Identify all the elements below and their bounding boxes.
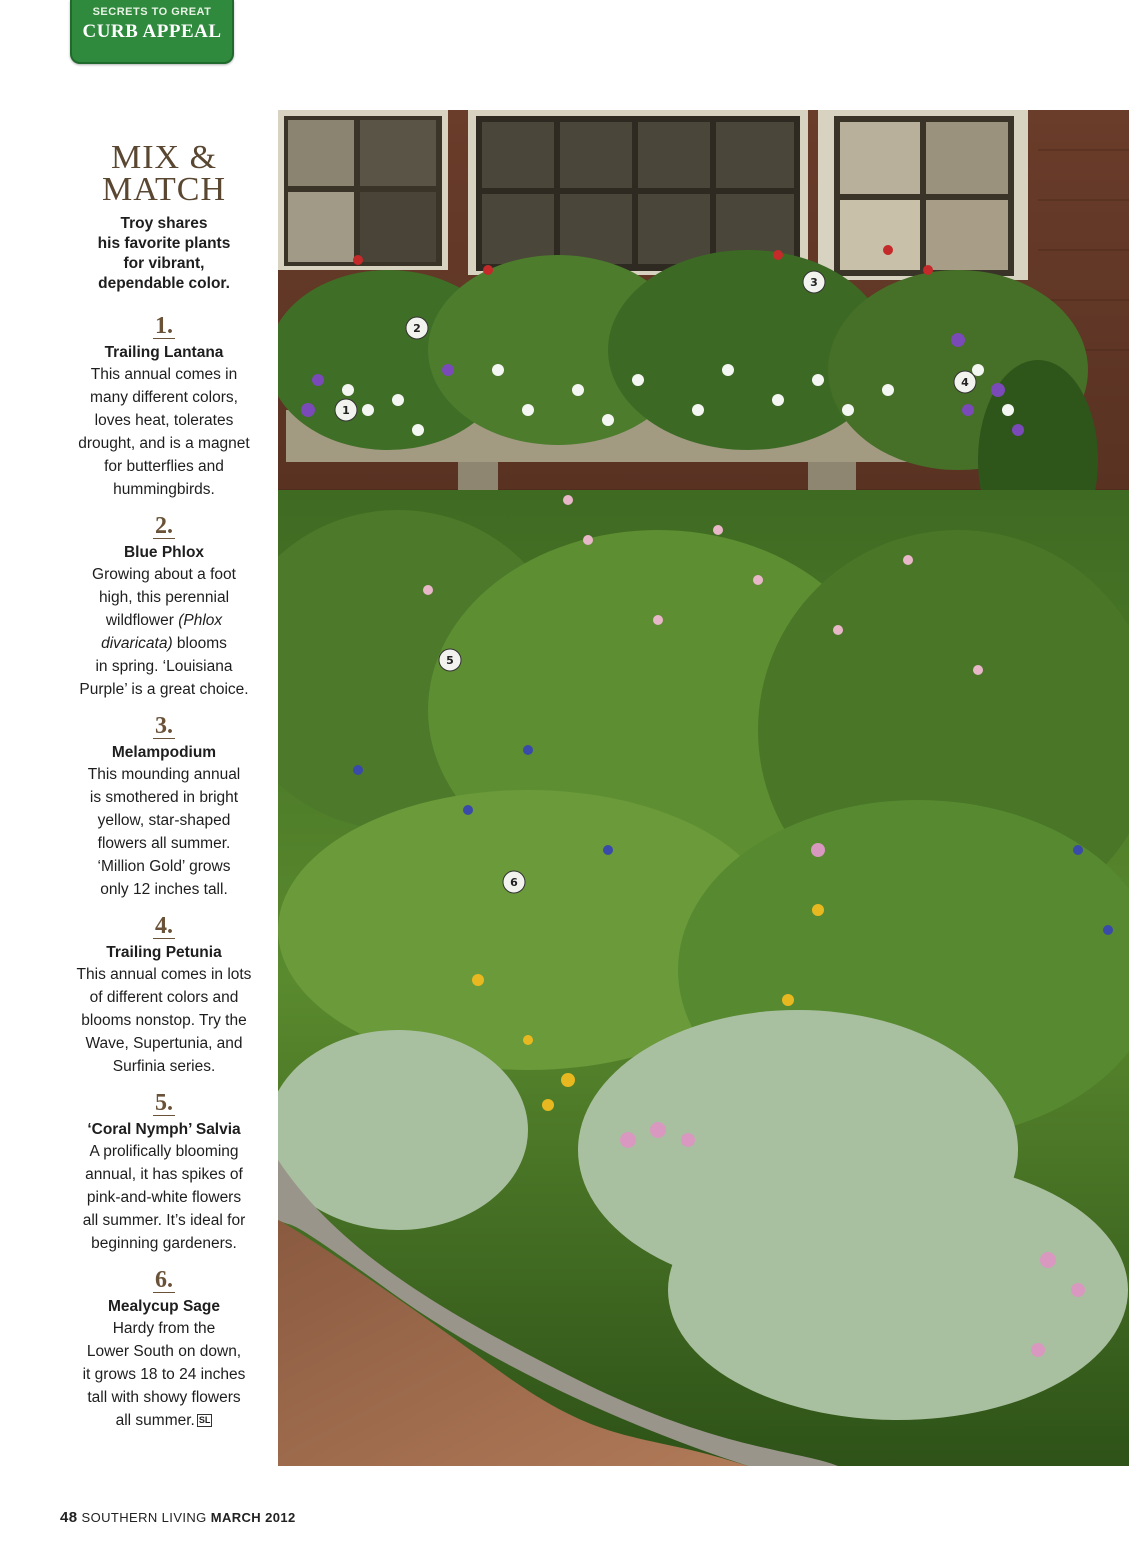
headline (62, 139, 266, 208)
magazine-name: SOUTHERN LIVING (81, 1510, 207, 1525)
intro-line: his favorite plants (97, 235, 231, 252)
banner-title: CURB APPEAL (82, 21, 222, 42)
botanical-name: (Phlox (178, 612, 223, 629)
desc-line: wildflower (Phlox (105, 612, 223, 629)
desc-line: of different colors and (89, 989, 239, 1006)
intro-text (62, 214, 266, 294)
plant-number: 1. (155, 313, 173, 339)
callout-5-marker (439, 649, 461, 671)
page-footer (60, 1509, 296, 1526)
plant-name: Trailing Petunia (106, 944, 222, 961)
botanical-name: divaricata) (101, 635, 173, 652)
desc-line: yellow, star-shaped (97, 812, 231, 829)
callout-6-label: 6 (510, 876, 518, 889)
plant-description (62, 563, 266, 701)
garden-photo (278, 110, 1129, 1466)
desc-line: Hardy from the (112, 1320, 216, 1337)
plant-number: 2. (155, 513, 173, 539)
window-right (818, 110, 1028, 280)
desc-line: beginning gardeners. (91, 1235, 237, 1252)
desc-line: Growing about a foot (92, 566, 236, 583)
desc-line: Surfinia series. (112, 1058, 216, 1075)
desc-line: This mounding annual (87, 766, 241, 783)
plant-entry-2 (62, 514, 266, 701)
callout-4-marker (954, 371, 976, 393)
desc-line: many different colors, (90, 389, 238, 406)
plant-entry-5 (62, 1091, 266, 1255)
plant-name: ‘Coral Nymph’ Salvia (87, 1121, 241, 1138)
desc-line: all summer. It’s ideal for (82, 1212, 246, 1229)
desc-line: only 12 inches tall. (100, 881, 228, 898)
desc-line: pink-and-white flowers (86, 1189, 242, 1206)
desc-line: ‘Million Gold’ grows (97, 858, 231, 875)
callout-1-label: 1 (342, 404, 350, 417)
desc-line: all summer. (115, 1412, 195, 1429)
desc-line: is smothered in bright (89, 789, 239, 806)
plant-number: 6. (155, 1267, 173, 1293)
callout-1-marker (335, 399, 357, 421)
desc-line: hummingbirds. (113, 481, 215, 498)
desc-line: This annual comes in lots (76, 966, 252, 983)
intro-line: Troy shares (120, 215, 208, 232)
desc-line: divaricata) blooms (101, 635, 227, 652)
plant-number: 3. (155, 713, 173, 739)
window-left (278, 110, 448, 270)
section-banner (70, 0, 234, 64)
plant-entry-1 (62, 314, 266, 501)
plant-description (62, 363, 266, 501)
plant-name: Mealycup Sage (108, 1298, 220, 1315)
plant-number: 5. (155, 1090, 173, 1116)
callout-3-marker (803, 271, 825, 293)
plant-entry-3 (62, 714, 266, 901)
end-mark-icon: SL (198, 1415, 211, 1426)
desc-line: flowers all summer. (97, 835, 231, 852)
desc-line: A prolifically blooming (89, 1143, 239, 1160)
desc-line: loves heat, tolerates (94, 412, 234, 429)
plant-description (62, 763, 266, 901)
desc-line: high, this perennial (98, 589, 230, 606)
plant-name: Trailing Lantana (104, 344, 224, 361)
headline-line-2: MATCH (101, 171, 227, 208)
desc-line: annual, it has spikes of (85, 1166, 243, 1183)
desc-line: drought, and is a magnet (78, 435, 250, 452)
headline-line-1: MIX & (110, 139, 218, 176)
callout-5-label: 5 (446, 654, 454, 667)
intro-line: dependable color. (98, 275, 230, 292)
desc-line: This annual comes in (90, 366, 238, 383)
page-number: 48 (60, 1509, 78, 1526)
plant-name: Blue Phlox (123, 544, 205, 561)
intro-line: for vibrant, (123, 255, 205, 272)
plant-description (62, 1317, 266, 1432)
callout-3-label: 3 (810, 276, 818, 289)
desc-line: blooms nonstop. Try the (81, 1012, 247, 1029)
plant-description (62, 963, 266, 1078)
banner-kicker: SECRETS TO GREAT (92, 6, 212, 18)
desc-line: in spring. ‘Louisiana (95, 658, 233, 675)
issue-date: MARCH 2012 (210, 1510, 296, 1525)
callout-2-marker (406, 317, 428, 339)
desc-line: Wave, Supertunia, and (85, 1035, 243, 1052)
desc-line: Lower South on down, (86, 1343, 242, 1360)
desc-line: Purple’ is a great choice. (79, 681, 249, 698)
callout-2-label: 2 (413, 322, 421, 335)
plant-entry-4 (62, 914, 266, 1078)
plant-description (62, 1140, 266, 1255)
callout-6-marker (503, 871, 525, 893)
plant-name: Melampodium (111, 744, 217, 761)
desc-line: it grows 18 to 24 inches (82, 1366, 246, 1383)
callout-4-label: 4 (961, 376, 969, 389)
plant-sidebar (62, 139, 266, 1445)
plant-number: 4. (155, 913, 173, 939)
plant-entry-6 (62, 1268, 266, 1432)
desc-line: tall with showy flowers (87, 1389, 241, 1406)
desc-line: for butterflies and (104, 458, 224, 475)
